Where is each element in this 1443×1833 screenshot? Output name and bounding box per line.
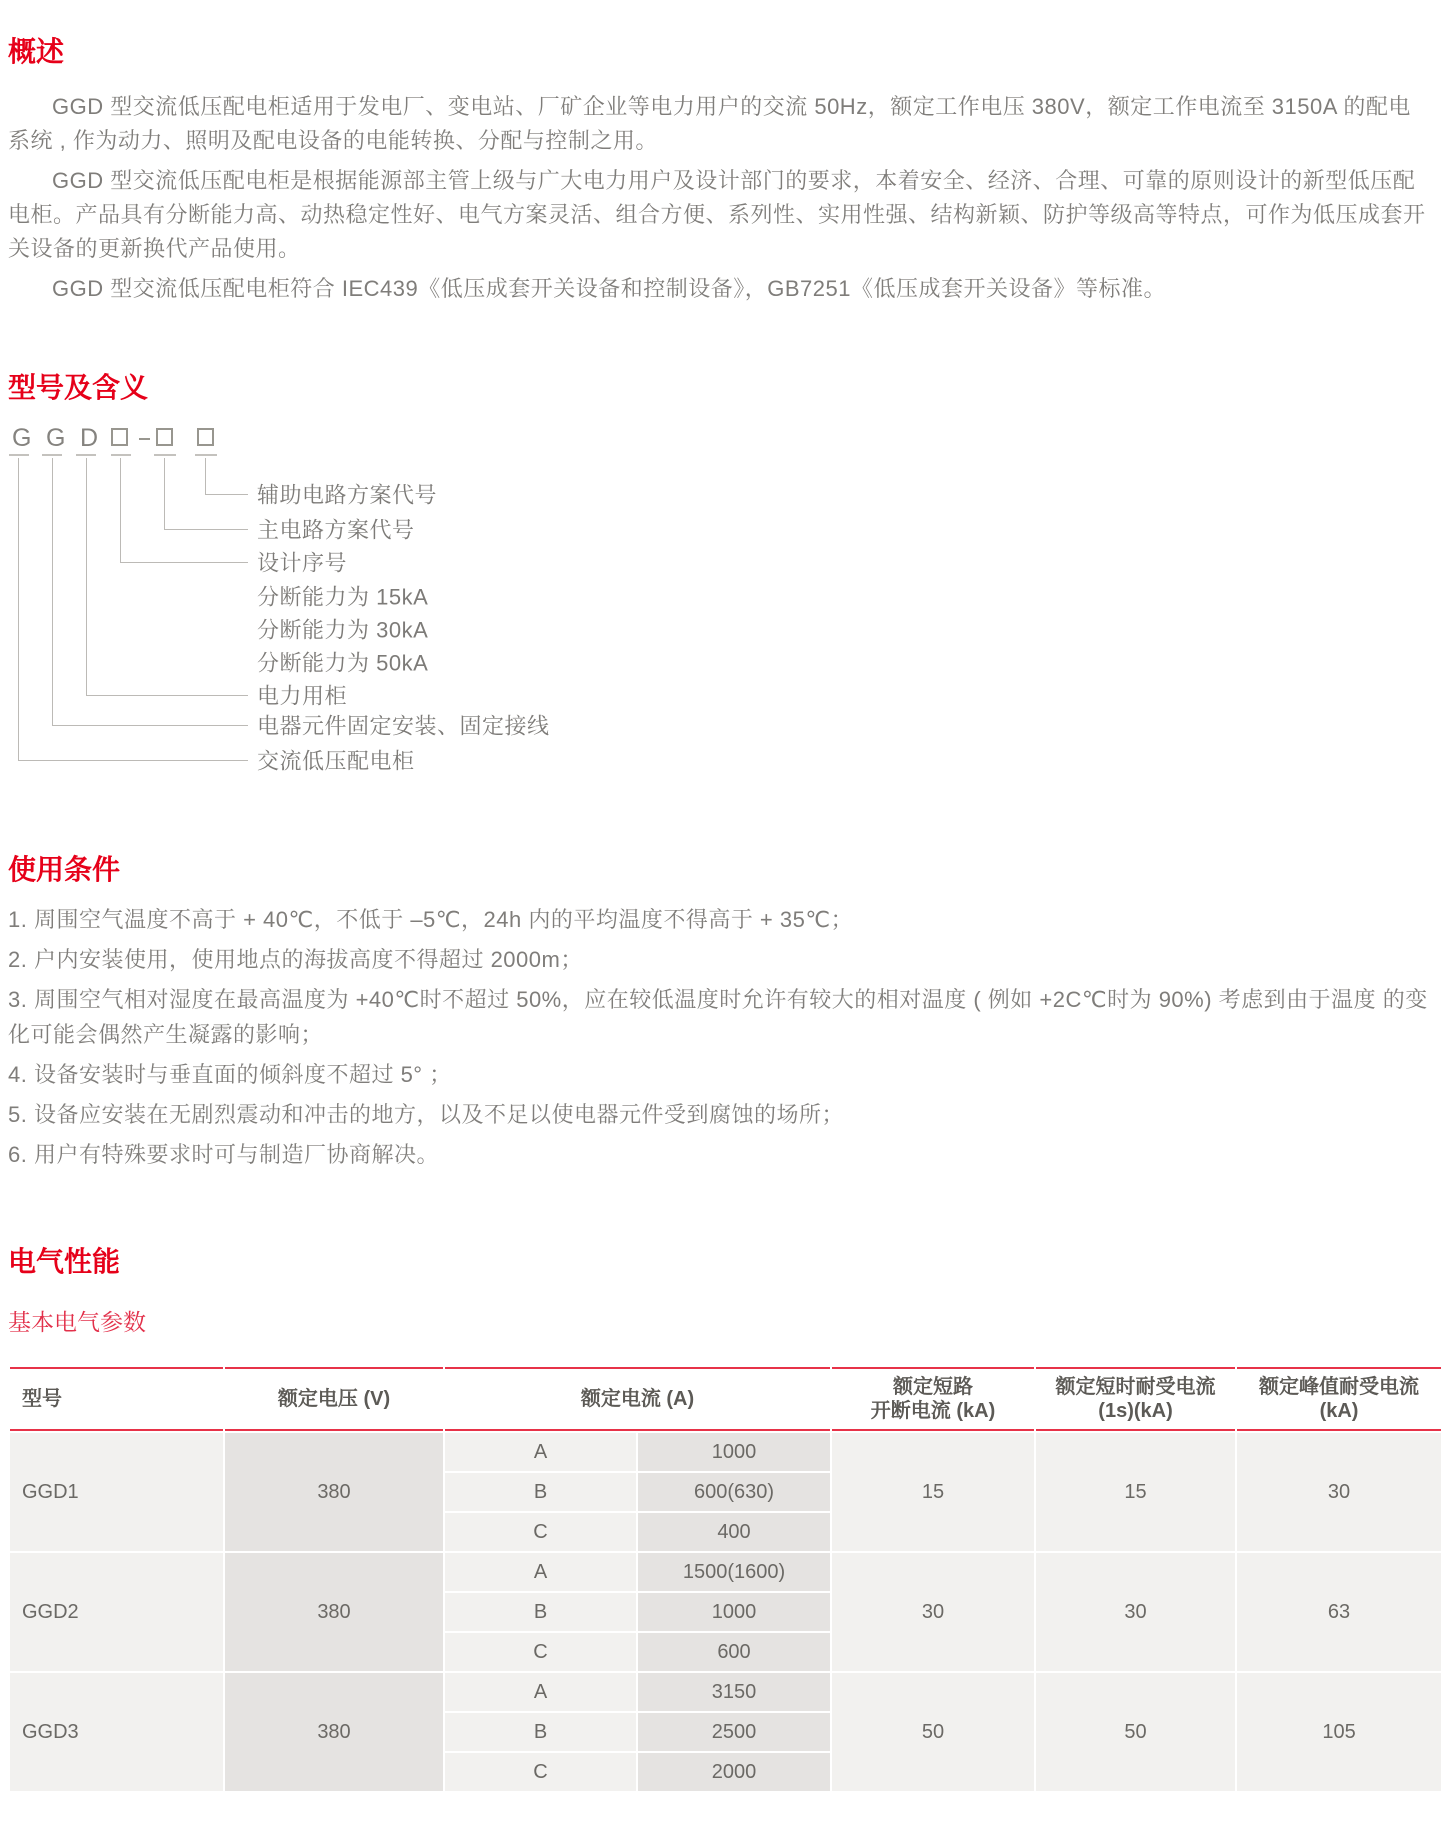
cell-current: 2500 xyxy=(638,1713,830,1751)
code-letter-g1: G xyxy=(12,424,32,452)
connector-line xyxy=(86,695,248,696)
header-short-withstand xyxy=(1036,1367,1235,1431)
cell-letter: C xyxy=(445,1633,636,1671)
cell-model-ggd2: GGD2 xyxy=(10,1553,223,1671)
cell-letter: A xyxy=(445,1553,636,1591)
condition-item-4: 4. 设备安装时与垂直面的倾斜度不超过 5° ； xyxy=(8,1062,452,1087)
connector-line xyxy=(120,562,248,563)
header-peak-line1: 额定峰值耐受电流 xyxy=(1259,1376,1420,1398)
cell-current: 2000 xyxy=(638,1753,830,1791)
diagram-label-ac-lv-cabinet: 交流低压配电柜 xyxy=(257,748,415,774)
diagram-label-main-circuit: 主电路方案代号 xyxy=(257,517,415,543)
connector-line xyxy=(18,458,19,760)
cell-current: 600(630) xyxy=(638,1473,830,1511)
model-meaning-heading: 型号及含义 xyxy=(8,372,149,403)
tick-mark xyxy=(195,454,217,456)
tick-mark xyxy=(9,454,29,456)
cell-breaking-ggd2: 30 xyxy=(832,1553,1034,1671)
cell-current: 1000 xyxy=(638,1433,830,1471)
condition-item-5: 5. 设备应安装在无剧烈震动和冲击的地方，以及不足以使电器元件受到腐蚀的场所； xyxy=(8,1102,844,1127)
connector-line xyxy=(120,458,121,562)
cell-letter: A xyxy=(445,1433,636,1471)
diagram-label-power-cabinet: 电力用柜 xyxy=(257,683,348,709)
cell-peak-ggd2: 63 xyxy=(1237,1553,1441,1671)
cell-breaking-ggd1: 15 xyxy=(832,1433,1034,1551)
header-breaking-line2: 开断电流 (kA) xyxy=(870,1400,996,1422)
connector-line xyxy=(52,725,248,726)
table-row xyxy=(10,1553,1441,1591)
header-peak-line2: (kA) xyxy=(1319,1400,1359,1422)
code-box-main xyxy=(156,428,173,446)
diagram-label-breaking-30ka: 分断能力为 30kA xyxy=(257,617,429,643)
cell-model-ggd1: GGD1 xyxy=(10,1433,223,1551)
connector-line xyxy=(164,458,165,529)
tick-mark xyxy=(76,454,96,456)
cell-letter: C xyxy=(445,1753,636,1791)
connector-line xyxy=(205,458,206,494)
header-peak-withstand xyxy=(1237,1367,1441,1431)
basic-parameters-subheading: 基本电气参数 xyxy=(8,1309,146,1335)
model-code-diagram xyxy=(8,418,1433,808)
diagram-label-breaking-15ka: 分断能力为 15kA xyxy=(257,584,429,610)
cell-breaking-ggd3: 50 xyxy=(832,1673,1034,1791)
code-box-design xyxy=(111,428,128,446)
cell-letter: C xyxy=(445,1513,636,1551)
cell-current: 400 xyxy=(638,1513,830,1551)
condition-item-3: 3. 周围空气相对湿度在最高温度为 +40℃时不超过 50%，应在较低温度时允许有较大的相对温度 ( 例如 +2C℃时为 90%) 考虑到由于温度 的变化可能会偶然产生凝露的影响； xyxy=(8,987,1428,1047)
cell-short-ggd2: 30 xyxy=(1036,1553,1235,1671)
connector-line xyxy=(52,458,53,725)
header-short-line1: 额定短时耐受电流 xyxy=(1055,1376,1216,1398)
code-letter-d: D xyxy=(80,424,99,452)
cell-letter: B xyxy=(445,1713,636,1751)
condition-item-1: 1. 周围空气温度不高于 + 40℃，不低于 –5℃，24h 内的平均温度不得高于 + 35℃； xyxy=(8,907,854,932)
tick-mark xyxy=(111,454,131,456)
overview-paragraph-2: GGD 型交流低压配电柜是根据能源部主管上级与广大电力用户及设计部门的要求，本着安全、经济、合理、可靠的原则设计的新型低压配电柜。产品具有分断能力高、动热稳定性好、电气方案灵活、组合方便、系列性、实用性强、结构新颖、防护等级高等特点，可作为低压成套开关设备的更新换代产品使用。 xyxy=(8,168,1426,261)
table-row xyxy=(10,1433,1441,1471)
cell-short-ggd1: 15 xyxy=(1036,1433,1235,1551)
cell-current: 3150 xyxy=(638,1673,830,1711)
cell-peak-ggd3: 105 xyxy=(1237,1673,1441,1791)
overview-paragraph-1: GGD 型交流低压配电柜适用于发电厂、变电站、厂矿企业等电力用户的交流 50Hz，额定工作电压 380V，额定工作电流至 3150A 的配电系统 , 作为动力、照明及配电设备的电能转换、分配与控制之用。 xyxy=(8,94,1411,153)
cell-voltage-ggd2: 380 xyxy=(225,1553,443,1671)
cell-current: 600 xyxy=(638,1633,830,1671)
diagram-label-breaking-50ka: 分断能力为 50kA xyxy=(257,650,429,676)
connector-line xyxy=(205,494,248,495)
tick-mark xyxy=(42,454,62,456)
cell-current: 1000 xyxy=(638,1593,830,1631)
code-letter-g2: G xyxy=(46,424,66,452)
tick-mark xyxy=(154,454,176,456)
cell-short-ggd3: 50 xyxy=(1036,1673,1235,1791)
code-box-auxiliary xyxy=(197,428,214,446)
header-rated-current: 额定电流 (A) xyxy=(445,1367,830,1431)
cell-letter: B xyxy=(445,1473,636,1511)
cell-letter: B xyxy=(445,1593,636,1631)
overview-paragraph-3: GGD 型交流低压配电柜符合 IEC439《低压成套开关设备和控制设备》，GB7251《低压成套开关设备》等标准。 xyxy=(52,276,1166,301)
conditions-list xyxy=(8,902,1433,1172)
condition-item-6: 6. 用户有特殊要求时可与制造厂协商解决。 xyxy=(8,1142,439,1167)
cell-model-ggd3: GGD3 xyxy=(10,1673,223,1791)
header-rated-voltage: 额定电压 (V) xyxy=(225,1367,443,1431)
cell-voltage-ggd1: 380 xyxy=(225,1433,443,1551)
header-model: 型号 xyxy=(10,1367,223,1431)
cell-peak-ggd1: 30 xyxy=(1237,1433,1441,1551)
connector-line xyxy=(18,760,248,761)
connector-line xyxy=(164,529,248,530)
basic-parameters-table xyxy=(8,1365,1443,1793)
header-breaking-line1: 额定短路 xyxy=(893,1376,974,1398)
diagram-label-fixed-mounting: 电器元件固定安装、固定接线 xyxy=(257,713,550,739)
diagram-label-auxiliary-circuit: 辅助电路方案代号 xyxy=(257,482,438,508)
table-row xyxy=(10,1673,1441,1711)
connector-line xyxy=(86,458,87,695)
diagram-label-design-serial: 设计序号 xyxy=(257,550,348,576)
conditions-heading: 使用条件 xyxy=(8,854,121,885)
cell-current: 1500(1600) xyxy=(638,1553,830,1591)
table-header-row xyxy=(10,1367,1441,1431)
cell-letter: A xyxy=(445,1673,636,1711)
header-breaking-current xyxy=(832,1367,1034,1431)
code-dash xyxy=(139,438,150,440)
electrical-heading: 电气性能 xyxy=(8,1246,121,1277)
overview-heading: 概述 xyxy=(8,36,65,67)
condition-item-2: 2. 户内安装使用，使用地点的海拔高度不得超过 2000m； xyxy=(8,947,583,972)
cell-voltage-ggd3: 380 xyxy=(225,1673,443,1791)
header-short-line2: (1s)(kA) xyxy=(1098,1400,1173,1422)
